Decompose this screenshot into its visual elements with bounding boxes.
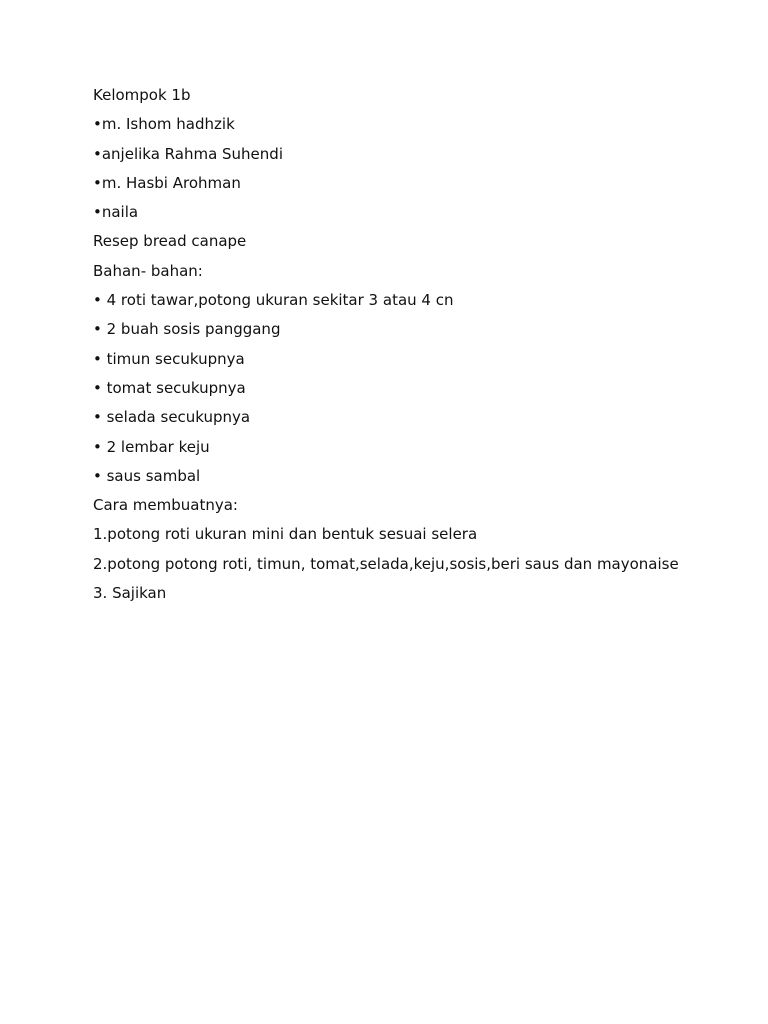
- step-item: 1.potong roti ukuran mini dan bentuk sesuai selera: [93, 525, 478, 544]
- group-title: Kelompok 1b: [93, 86, 191, 104]
- document-body: [93, 86, 683, 613]
- recipe-title: Resep bread canape: [93, 232, 247, 251]
- ingredient-item: • 2 buah sosis panggang: [93, 320, 281, 339]
- member-item: •anjelika Rahma Suhendi: [93, 144, 283, 163]
- ingredient-item: • 2 lembar keju: [93, 437, 210, 456]
- member-item: •m. Ishom hadhzik: [93, 115, 235, 134]
- ingredients-heading: Bahan- bahan:: [93, 261, 203, 280]
- ingredient-item: • tomat secukupnya: [93, 378, 246, 397]
- ingredient-item: • saus sambal: [93, 466, 201, 485]
- ingredient-item: • timun secukupnya: [93, 349, 245, 368]
- ingredient-item: • selada secukupnya: [93, 408, 251, 427]
- ingredient-item: • 4 roti tawar,potong ukuran sekitar 3 atau 4 cn: [93, 291, 454, 310]
- member-item: •m. Hasbi Arohman: [93, 173, 241, 192]
- steps-heading: Cara membuatnya:: [93, 496, 238, 515]
- step-item: 2.potong potong roti, timun, tomat,selada,keju,sosis,beri saus dan mayonaise: [93, 554, 679, 573]
- member-item: •naila: [93, 203, 139, 222]
- step-item: 3. Sajikan: [93, 584, 167, 603]
